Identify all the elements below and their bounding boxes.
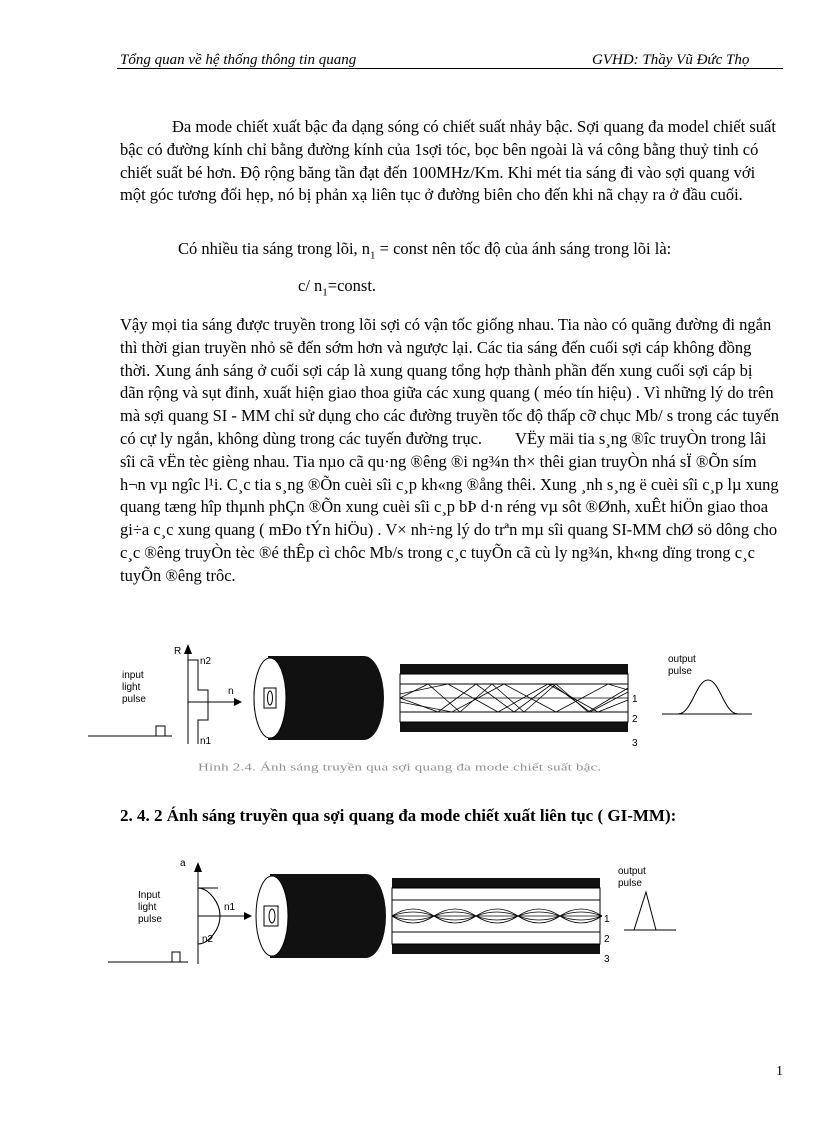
paragraph-ray-velocity-garbled: VËy mäi tia s¸ng ®îc truyÒn trong lâi sîi cã vËn tèc gièng nhau. Tia nµo cã qu·ng ®êng ®i ng¾n th× thêi gian truyÒn nhá sÏ ®Õn sím h¬n vµ ngîc l¹i. C¸c tia s¸ng ®Õn cuèi sîi c¸p kh«ng ®ång thêi. Xung ¸nh s¸ng ë cuèi sîi c¸p lµ xung quang tæng hîp thµnh phÇn ®Õn xung cuèi sîi c¸p bÞ d·n réng vµ sôt ®Ønh, xuÊt hiÖn giao thoa gi÷a c¸c xung quang ( mÐo tÝn hiÖu) . V× nh÷ng lý do trªn mµ sîi quang SI-MM chØ sö dông cho c¸c ®êng truyÒn tèc ®é thÊp cì chôc Mb/s trong c¸c tuyÕn cã cù ly ng¾n, kh«ng dïng trong c¸c tuyÕn ®êng trôc. [120, 428, 779, 585]
fig1-n: n [228, 686, 234, 697]
figure-graded-index-fiber [108, 852, 768, 968]
fig1-output-label-1: output [668, 654, 696, 665]
fig2-input-label-3: pulse [138, 914, 162, 925]
paragraph-ray-velocity [120, 314, 780, 588]
formula-end: =const. [327, 276, 377, 295]
subscript-1: 1 [370, 249, 376, 262]
paragraph-core-rays-text-end: = const nên tốc độ của ánh sáng trong lõi là: [375, 239, 672, 258]
formula-start: c/ n [298, 276, 323, 295]
figure-step-index-fiber [88, 640, 768, 752]
fig1-layer-3: 3 [632, 738, 638, 749]
fig2-layer-1: 1 [604, 914, 610, 925]
fig1-input-label-1: input [122, 670, 144, 681]
fig2-input-label-1: Input [138, 890, 161, 901]
fig2-axis-a: a [180, 858, 186, 869]
header-supervisor: GVHD: Thầy Vũ Đức Thọ [592, 52, 750, 68]
section-heading: 2. 4. 2 Ánh sáng truyền qua sợi quang đa mode chiết xuất liên tục ( GI-MM): [120, 806, 677, 825]
paragraph-ray-velocity-text: Vậy mọi tia sáng được truyền trong lõi sợi có vận tốc giống nhau. Tia nào có quãng đường đi ngắn thì thời gian truyền nhỏ sẽ đến sớm hơn và ngược lại. Các tia sáng đến cuối sợi cáp không đồng thời. Xung ánh sáng ở cuối sợi cáp là xung quang tổng hợp thành phần đến xung cuối sợi cáp bị dãn rộng và sụt đỉnh, xuất hiện giao thoa giữa các xung quang ( méo tín hiệu) . Vì những lý do trên mà sợi quang SI - MM chỉ sử dụng cho các đường truyền tốc độ thấp cỡ chục Mb/ s trong các tuyến có cự ly ngắn, không dùng trong các tuyến đường trục. [120, 315, 780, 448]
figure-caption: Hình 2.4. Ánh sáng truyền qua sợi quang đa mode chiết suất bậc. [198, 762, 602, 774]
fig2-output-label-1: output [618, 866, 646, 877]
fig1-n2: n2 [200, 656, 212, 667]
fig2-layer-2: 2 [604, 934, 610, 945]
fig2-n1: n1 [224, 902, 236, 913]
fig1-output-label-2: pulse [668, 666, 692, 677]
fig1-n1: n1 [200, 736, 212, 747]
formula-subscript: 1 [322, 286, 328, 299]
paragraph-core-rays [178, 238, 798, 267]
header-title: Tổng quan về hệ thống thông tin quang [120, 52, 357, 68]
paragraph-core-rays-text: Có nhiều tia sáng trong lõi, n [178, 239, 371, 258]
page-number: 1 [776, 1064, 783, 1079]
fig1-layer-1: 1 [632, 694, 638, 705]
fig1-layer-2: 2 [632, 714, 638, 725]
fig1-axis-r: R [174, 646, 182, 657]
formula-speed [298, 276, 376, 298]
fig1-input-label-3: pulse [122, 694, 146, 705]
paragraph-step-index-intro: Đa mode chiết xuất bậc đa dạng sóng có chiết suất nhảy bậc. Sợi quang đa model chiết suất bậc có đường kính chỉ bằng đường kính của 1sợi tóc, bọc bên ngoài là vá công bằng thuỷ tinh có chiết suất bé hơn. Độ rộng băng tần đạt đến 100MHz/Km. Khi mét tia sáng đi vào sợi quang với một góc tương đối hẹp, nó bị phản xạ liên tục ở đường biên cho đến khi nã chạy ra ở đầu cuối. [120, 117, 776, 205]
fig2-input-label-2: light [138, 902, 157, 913]
fig2-output-label-2: pulse [618, 878, 642, 889]
header-divider [117, 68, 783, 69]
fig2-n2: n2 [202, 934, 214, 945]
fig2-layer-3: 3 [604, 954, 610, 965]
fig1-input-label-2: light [122, 682, 141, 693]
